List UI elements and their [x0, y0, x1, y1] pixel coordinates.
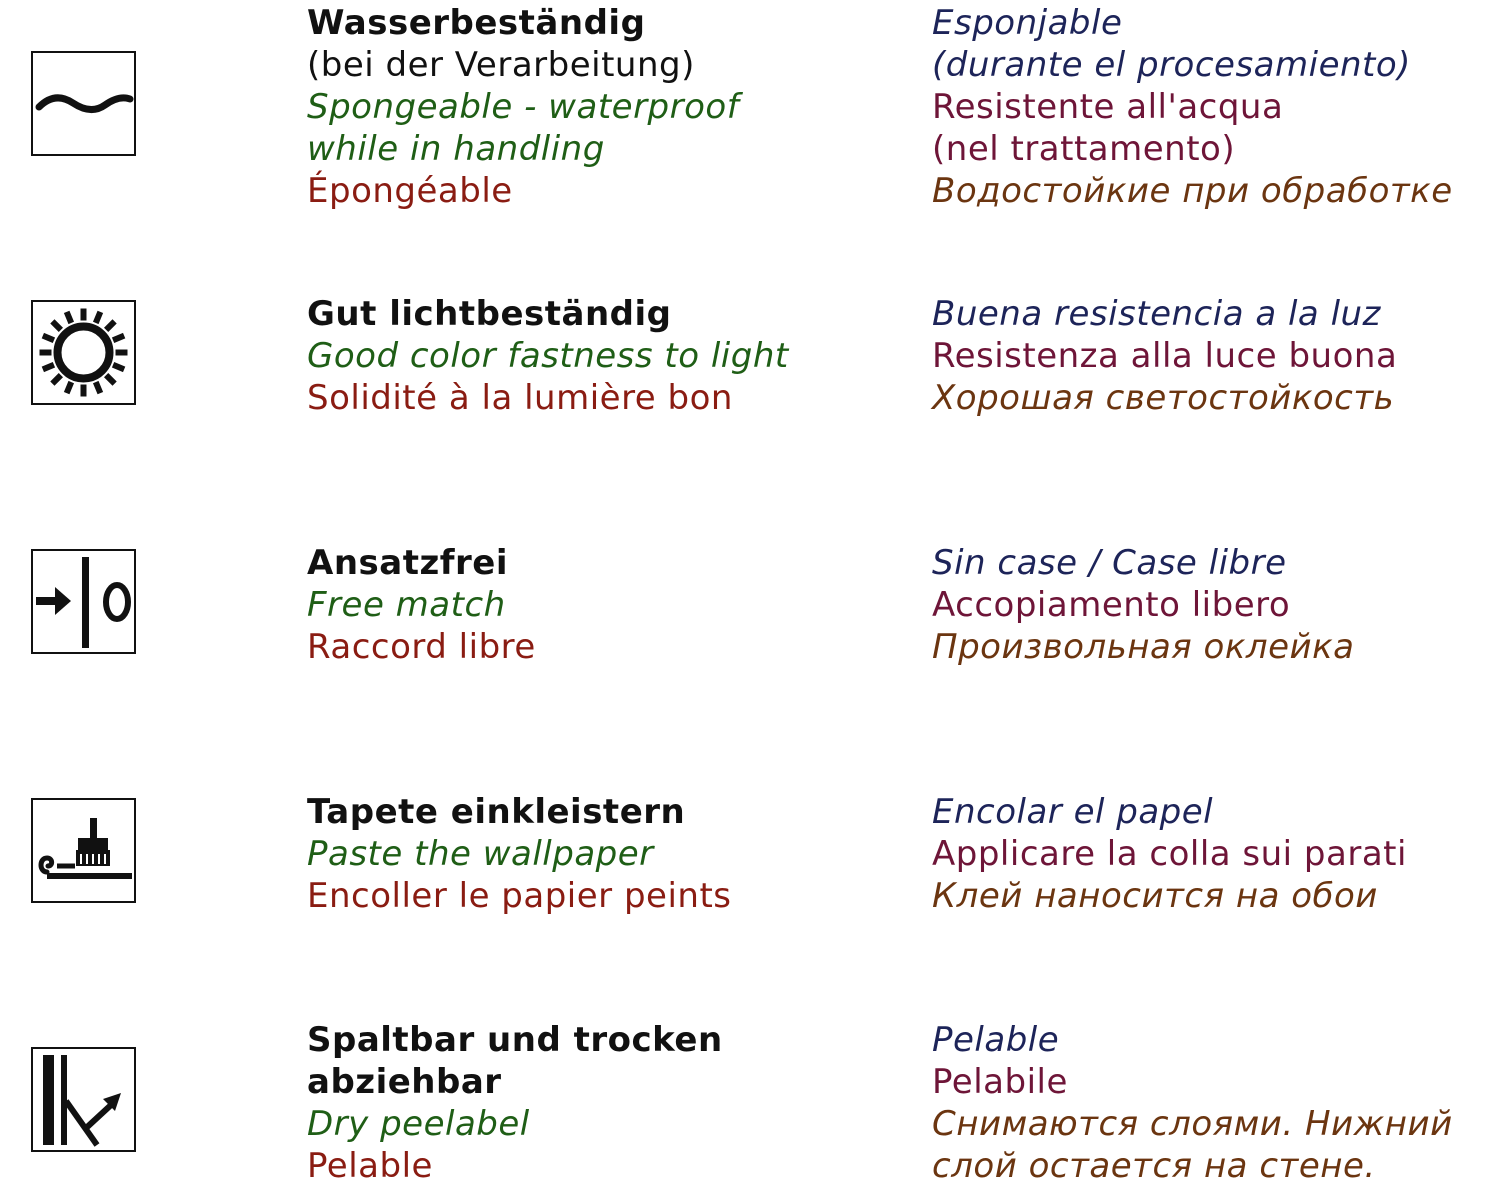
- label-es-line-1: Encolar el papel: [932, 792, 1214, 832]
- sun-ray: [52, 375, 60, 383]
- label-es-line-1: Pelable: [932, 1020, 1060, 1060]
- label-it-line-1: Accopiamento libero: [932, 585, 1291, 625]
- paste-brush-icon: [31, 798, 136, 903]
- label-de-line-2: (bei der Verarbeitung): [307, 45, 695, 85]
- label-fr-line-1: Encoller le papier peints: [307, 876, 732, 916]
- label-fr-line-1: Solidité à la lumière bon: [307, 378, 733, 418]
- label-fr-line-1: Pelable: [307, 1146, 433, 1186]
- sun-ray: [67, 382, 72, 393]
- sun-ray: [43, 365, 54, 370]
- label-de-line-1: Gut lichtbeständig: [307, 294, 672, 334]
- label-ru-line-1: Произвольная оклейка: [932, 627, 1355, 667]
- label-it-line-1: Applicare la colla sui parati: [932, 834, 1407, 874]
- label-en-line-1: Dry peelabel: [307, 1104, 530, 1144]
- spongeable-wave-icon: [31, 51, 136, 156]
- sun-ray: [106, 321, 114, 329]
- label-ru-line-1: Клей наносится на обои: [932, 876, 1378, 916]
- free-match-arrow-icon: [31, 549, 136, 654]
- sun-ray: [96, 382, 101, 393]
- label-it-line-2: (nel trattamento): [932, 129, 1236, 169]
- label-es-line-1: Esponjable: [932, 3, 1123, 43]
- label-ru-line-1: Хорошая светостойкость: [932, 378, 1395, 418]
- label-fr-line-1: Épongéable: [307, 171, 513, 211]
- sun-ray: [43, 336, 54, 341]
- label-ru-line-2: слой остается на стене.: [932, 1146, 1376, 1186]
- label-en-line-1: Paste the wallpaper: [307, 834, 654, 874]
- sun-light-fastness-icon: [31, 300, 136, 405]
- sun-ray: [106, 375, 114, 383]
- label-de-line-1: Tapete einkleistern: [307, 792, 686, 832]
- sun-ray: [67, 312, 72, 323]
- label-en-line-1: Free match: [307, 585, 506, 625]
- label-de-line-1: Wasserbeständig: [307, 3, 646, 43]
- label-en-line-1: Spongeable - waterproof: [307, 87, 740, 127]
- label-it-line-1: Resistente all'acqua: [932, 87, 1284, 127]
- label-ru-line-1: Водостойкие при обработке: [932, 171, 1453, 211]
- label-es-line-1: Buena resistencia a la luz: [932, 294, 1381, 334]
- sun-ray: [52, 321, 60, 329]
- label-es-line-1: Sin case / Case libre: [932, 543, 1287, 583]
- label-de-line-1: Spaltbar und trocken: [307, 1020, 723, 1060]
- label-ru-line-1: Снимаются слоями. Нижний: [932, 1104, 1453, 1144]
- label-fr-line-1: Raccord libre: [307, 627, 536, 667]
- sun-ray: [113, 336, 124, 341]
- label-de-line-2: abziehbar: [307, 1062, 502, 1102]
- label-it-line-1: Pelabile: [932, 1062, 1068, 1102]
- label-es-line-2: (durante el procesamiento): [932, 45, 1411, 85]
- label-en-line-1: Good color fastness to light: [307, 336, 789, 376]
- label-de-line-1: Ansatzfrei: [307, 543, 509, 583]
- sun-ray: [96, 312, 101, 323]
- sun-ray: [113, 365, 124, 370]
- label-it-line-1: Resistenza alla luce buona: [932, 336, 1398, 376]
- label-en-line-2: while in handling: [307, 129, 605, 169]
- dry-peelable-icon: [31, 1047, 136, 1152]
